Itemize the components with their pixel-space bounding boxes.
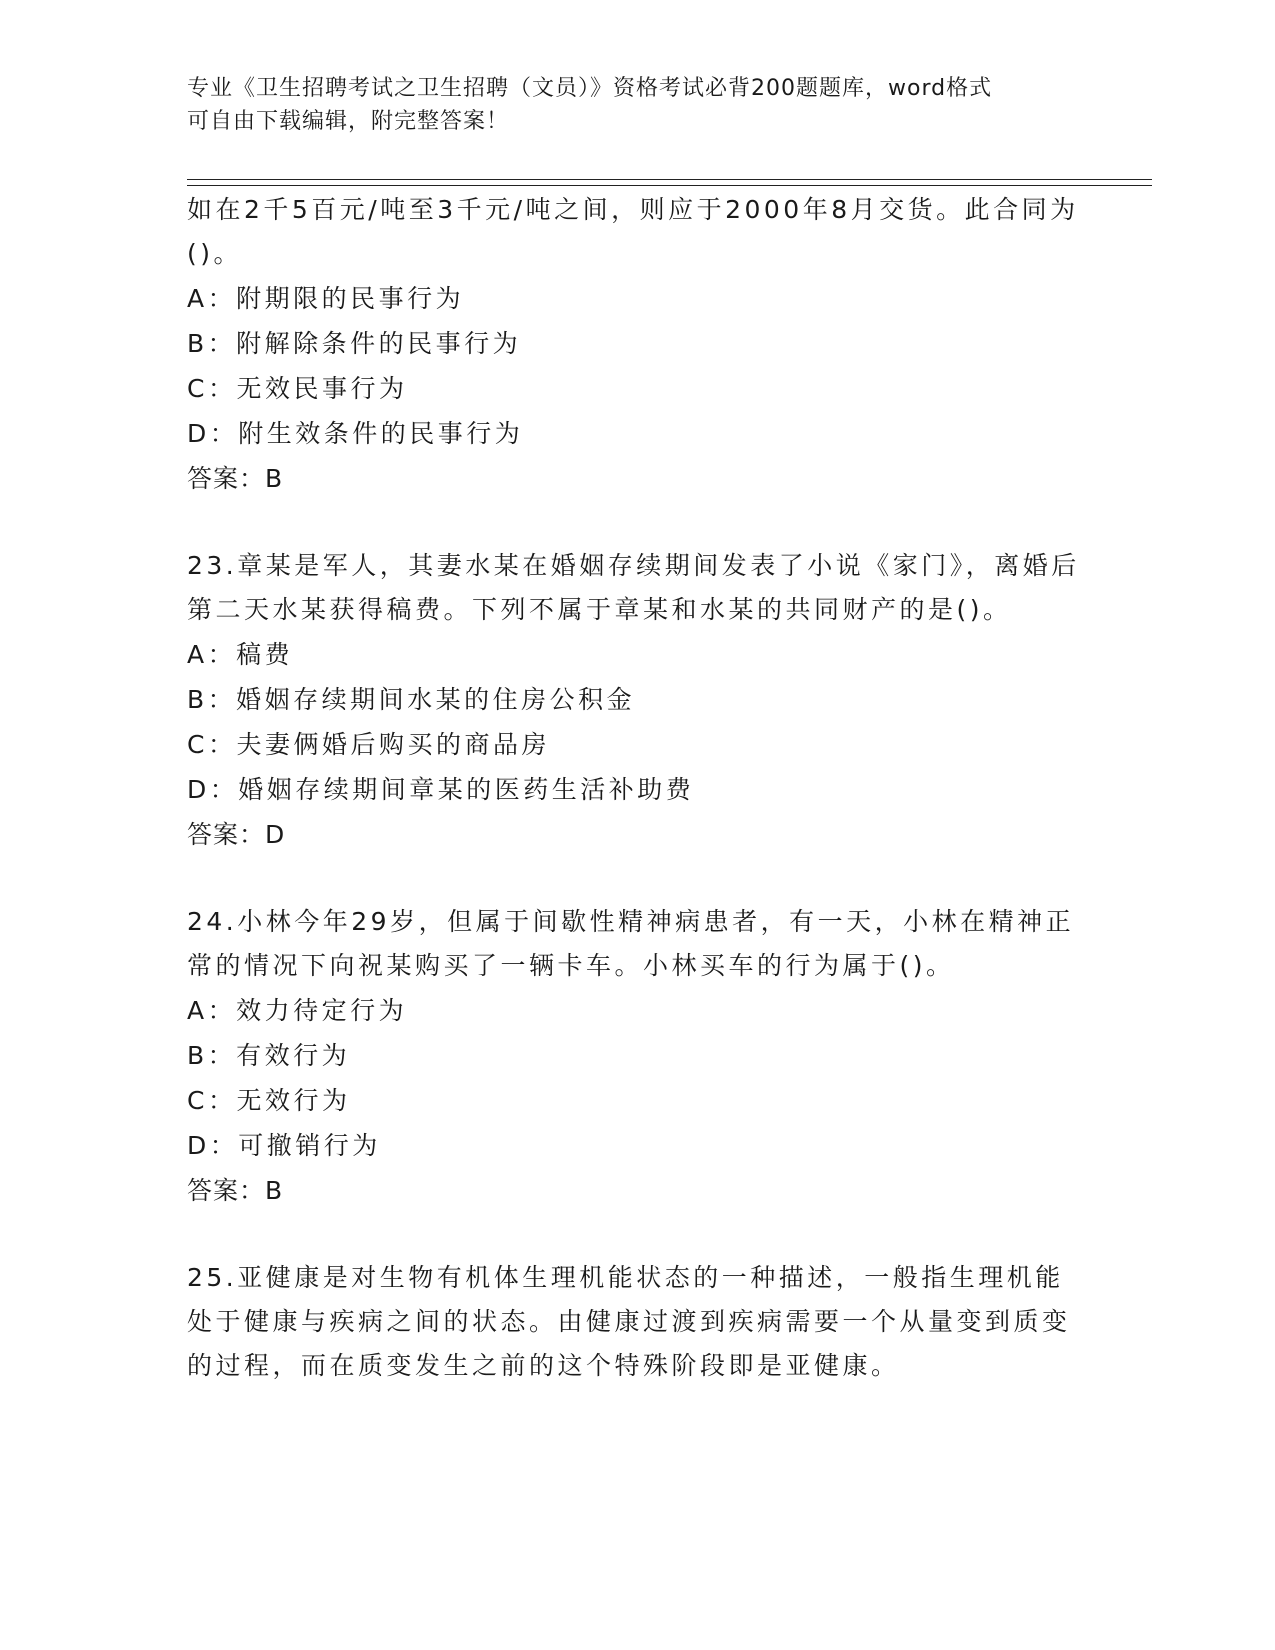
option-c: C：无效民事行为 xyxy=(187,374,408,403)
option-b: B：婚姻存续期间水某的住房公积金 xyxy=(187,685,636,714)
question-item xyxy=(187,1256,1087,1388)
option-c: C：夫妻俩婚后购买的商品房 xyxy=(187,730,550,759)
option-d: D：婚姻存续期间章某的医药生活补助费 xyxy=(187,775,695,804)
answer-label: 答案：D xyxy=(187,820,286,849)
option-a: A：稿费 xyxy=(187,640,294,669)
answer-label: 答案：B xyxy=(187,1176,284,1205)
question-text: 如在2千5百元/吨至3千元/吨之间，则应于2000年8月交货。此合同为()。 xyxy=(187,195,1079,268)
option-d: D：附生效条件的民事行为 xyxy=(187,419,524,448)
question-item xyxy=(187,188,1087,502)
option-b: B：附解除条件的民事行为 xyxy=(187,329,522,358)
option-b: B：有效行为 xyxy=(187,1041,351,1070)
header-title-line-2: 可自由下载编辑，附完整答案！ xyxy=(187,109,510,134)
document-header xyxy=(187,72,1067,138)
question-text: 23.章某是军人，其妻水某在婚姻存续期间发表了小说《家门》，离婚后第二天水某获得稿费。下列不属于章某和水某的共同财产的是()。 xyxy=(187,551,1080,624)
answer-label: 答案：B xyxy=(187,464,284,493)
header-divider-bottom xyxy=(187,185,1152,186)
question-text: 24.小林今年29岁，但属于间歇性精神病患者，有一天，小林在精神正常的情况下向祝某购买了一辆卡车。小林买车的行为属于()。 xyxy=(187,907,1075,980)
question-item xyxy=(187,900,1087,1214)
option-a: A：附期限的民事行为 xyxy=(187,284,465,313)
header-title-line-1: 专业《卫生招聘考试之卫生招聘（文员）》资格考试必背200题题库，word格式 xyxy=(187,76,993,101)
option-c: C：无效行为 xyxy=(187,1086,351,1115)
question-item xyxy=(187,544,1087,858)
header-divider-top xyxy=(187,179,1152,180)
question-text: 25.亚健康是对生物有机体生理机能状态的一种描述，一般指生理机能处于健康与疾病之间的状态。由健康过渡到疾病需要一个从量变到质变的过程，而在质变发生之前的这个特殊阶段即是亚健康。 xyxy=(187,1263,1071,1380)
question-list xyxy=(187,188,1087,1388)
option-d: D：可撤销行为 xyxy=(187,1131,381,1160)
option-a: A：效力待定行为 xyxy=(187,996,408,1025)
